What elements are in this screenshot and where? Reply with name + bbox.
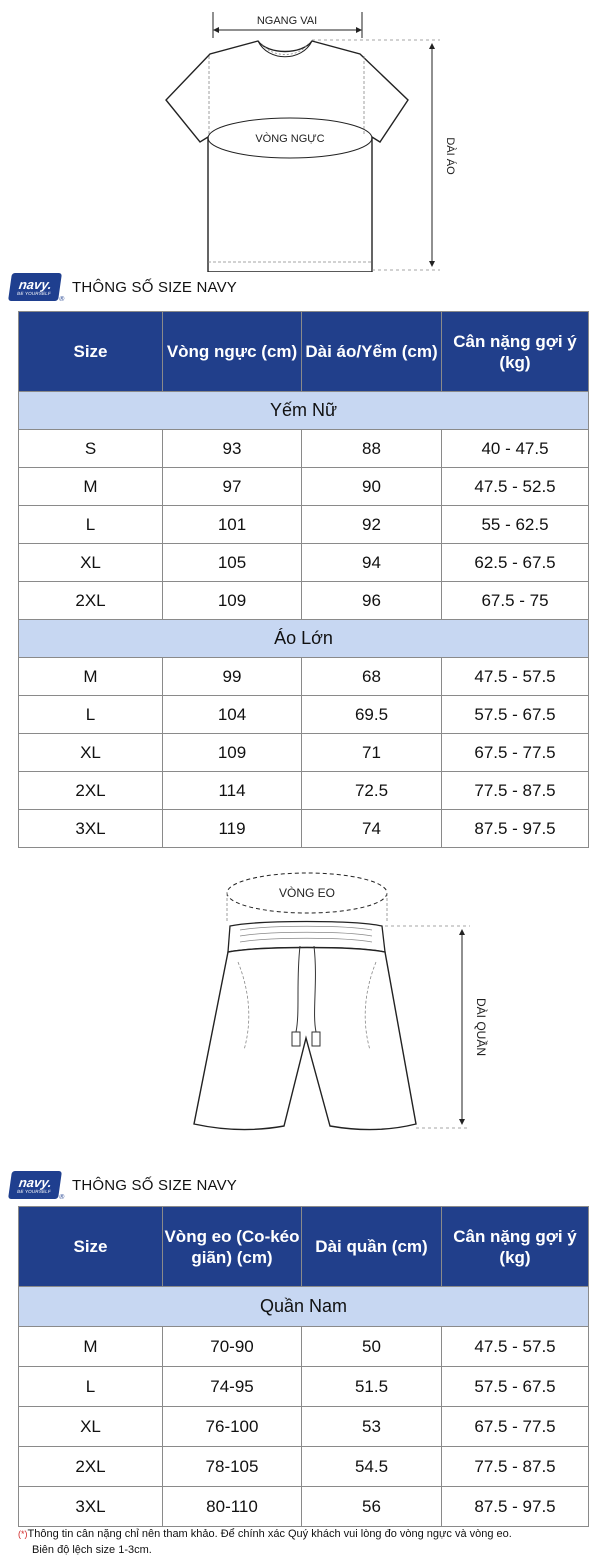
footnote-mark: (*) [18,1529,28,1539]
cell-size: 2XL [19,772,163,810]
cell-weight: 67.5 - 77.5 [442,734,589,772]
cell-length: 92 [302,506,442,544]
table-row [19,430,589,468]
cell-chest: 109 [163,582,302,620]
shoulder-width-label: NGANG VAI [256,15,318,27]
cell-length: 74 [302,810,442,848]
table-row [19,696,589,734]
table-row [19,810,589,848]
cell-size: 2XL [19,582,163,620]
cell-length: 90 [302,468,442,506]
size-table-tops [18,311,589,848]
shorts-length-label: DÀI QUẦN [474,997,488,1057]
table-row [19,1367,589,1407]
size-table-bottoms [18,1206,589,1527]
cell-chest: 104 [163,696,302,734]
cell-size: 2XL [19,1447,163,1487]
cell-size: L [19,506,163,544]
footnote-line-2: Biên độ lệch size 1-3cm. [32,1544,152,1556]
cell-length: 88 [302,430,442,468]
cell-length: 94 [302,544,442,582]
footnote [18,1526,593,1558]
table-row [19,658,589,696]
cell-chest: 93 [163,430,302,468]
cell-waist: 76-100 [163,1407,302,1447]
cell-weight: 55 - 62.5 [442,506,589,544]
cell-length: 53 [302,1407,442,1447]
cell-waist: 78-105 [163,1447,302,1487]
cell-size: L [19,696,163,734]
cell-chest: 119 [163,810,302,848]
group-row: Quần Nam [19,1287,589,1327]
cell-size: M [19,1327,163,1367]
cell-weight: 57.5 - 67.5 [442,696,589,734]
cell-length: 69.5 [302,696,442,734]
table-row [19,468,589,506]
section-title: THÔNG SỐ SIZE NAVY [72,1176,238,1194]
cell-chest: 105 [163,544,302,582]
waist-label: VÒNG EO [278,886,336,900]
footnote-line-1: Thông tin cân nặng chỉ nên tham khảo. Để chính xác Quý khách vui lòng đo vòng ngực và vòng eo. [27,1528,512,1540]
chest-label: VÒNG NGỰC [255,133,325,145]
cell-size: 3XL [19,810,163,848]
col-header-size: Size [19,1207,163,1287]
shirt-length-label: DÀI ÁO [444,137,456,175]
cell-weight: 87.5 - 97.5 [442,1487,589,1527]
cell-length: 50 [302,1327,442,1367]
table-row [19,1487,589,1527]
cell-weight: 40 - 47.5 [442,430,589,468]
shorts-diagram [0,862,600,1170]
cell-waist: 80-110 [163,1487,302,1527]
section-title: THÔNG SỐ SIZE NAVY [72,278,238,296]
table-row [19,734,589,772]
table-row [19,544,589,582]
cell-size: S [19,430,163,468]
group-row: Yếm Nữ [19,392,589,430]
cell-weight: 77.5 - 87.5 [442,772,589,810]
cell-weight: 47.5 - 57.5 [442,1327,589,1367]
col-header-chest: Vòng ngực (cm) [163,312,302,392]
cell-weight: 62.5 - 67.5 [442,544,589,582]
shirt-diagram [0,0,600,272]
cell-size: 3XL [19,1487,163,1527]
table-row [19,582,589,620]
cell-weight: 87.5 - 97.5 [442,810,589,848]
cell-length: 56 [302,1487,442,1527]
cell-size: XL [19,544,163,582]
cell-weight: 57.5 - 67.5 [442,1367,589,1407]
cell-weight: 77.5 - 87.5 [442,1447,589,1487]
cell-size: M [19,468,163,506]
cell-chest: 114 [163,772,302,810]
col-header-weight: Cân nặng gợi ý (kg) [442,1207,589,1287]
cell-length: 54.5 [302,1447,442,1487]
table-row [19,1327,589,1367]
cell-weight: 67.5 - 77.5 [442,1407,589,1447]
cell-weight: 47.5 - 52.5 [442,468,589,506]
section-heading-bottoms [10,1170,237,1200]
navy-logo: navy. BE YOURSELF ® [8,1171,62,1199]
table-row [19,1407,589,1447]
col-header-length: Dài quần (cm) [302,1207,442,1287]
cell-length: 96 [302,582,442,620]
cell-chest: 99 [163,658,302,696]
cell-length: 68 [302,658,442,696]
cell-waist: 70-90 [163,1327,302,1367]
cell-weight: 67.5 - 75 [442,582,589,620]
cell-size: M [19,658,163,696]
section-heading-tops [10,272,237,302]
cell-length: 72.5 [302,772,442,810]
cell-waist: 74-95 [163,1367,302,1407]
group-row: Áo Lớn [19,620,589,658]
col-header-length: Dài áo/Yếm (cm) [302,312,442,392]
shorts-outline [194,948,416,1130]
cell-size: XL [19,1407,163,1447]
col-header-waist: Vòng eo (Co-kéo giãn) (cm) [163,1207,302,1287]
cell-chest: 101 [163,506,302,544]
navy-logo: navy. BE YOURSELF ® [8,273,62,301]
cell-chest: 97 [163,468,302,506]
table-row [19,772,589,810]
cell-chest: 109 [163,734,302,772]
table-row [19,506,589,544]
cell-size: L [19,1367,163,1407]
cell-length: 71 [302,734,442,772]
col-header-weight: Cân nặng gợi ý (kg) [442,312,589,392]
shirt-outline [166,41,408,272]
cell-weight: 47.5 - 57.5 [442,658,589,696]
cell-size: XL [19,734,163,772]
table-row [19,1447,589,1487]
col-header-size: Size [19,312,163,392]
cell-length: 51.5 [302,1367,442,1407]
